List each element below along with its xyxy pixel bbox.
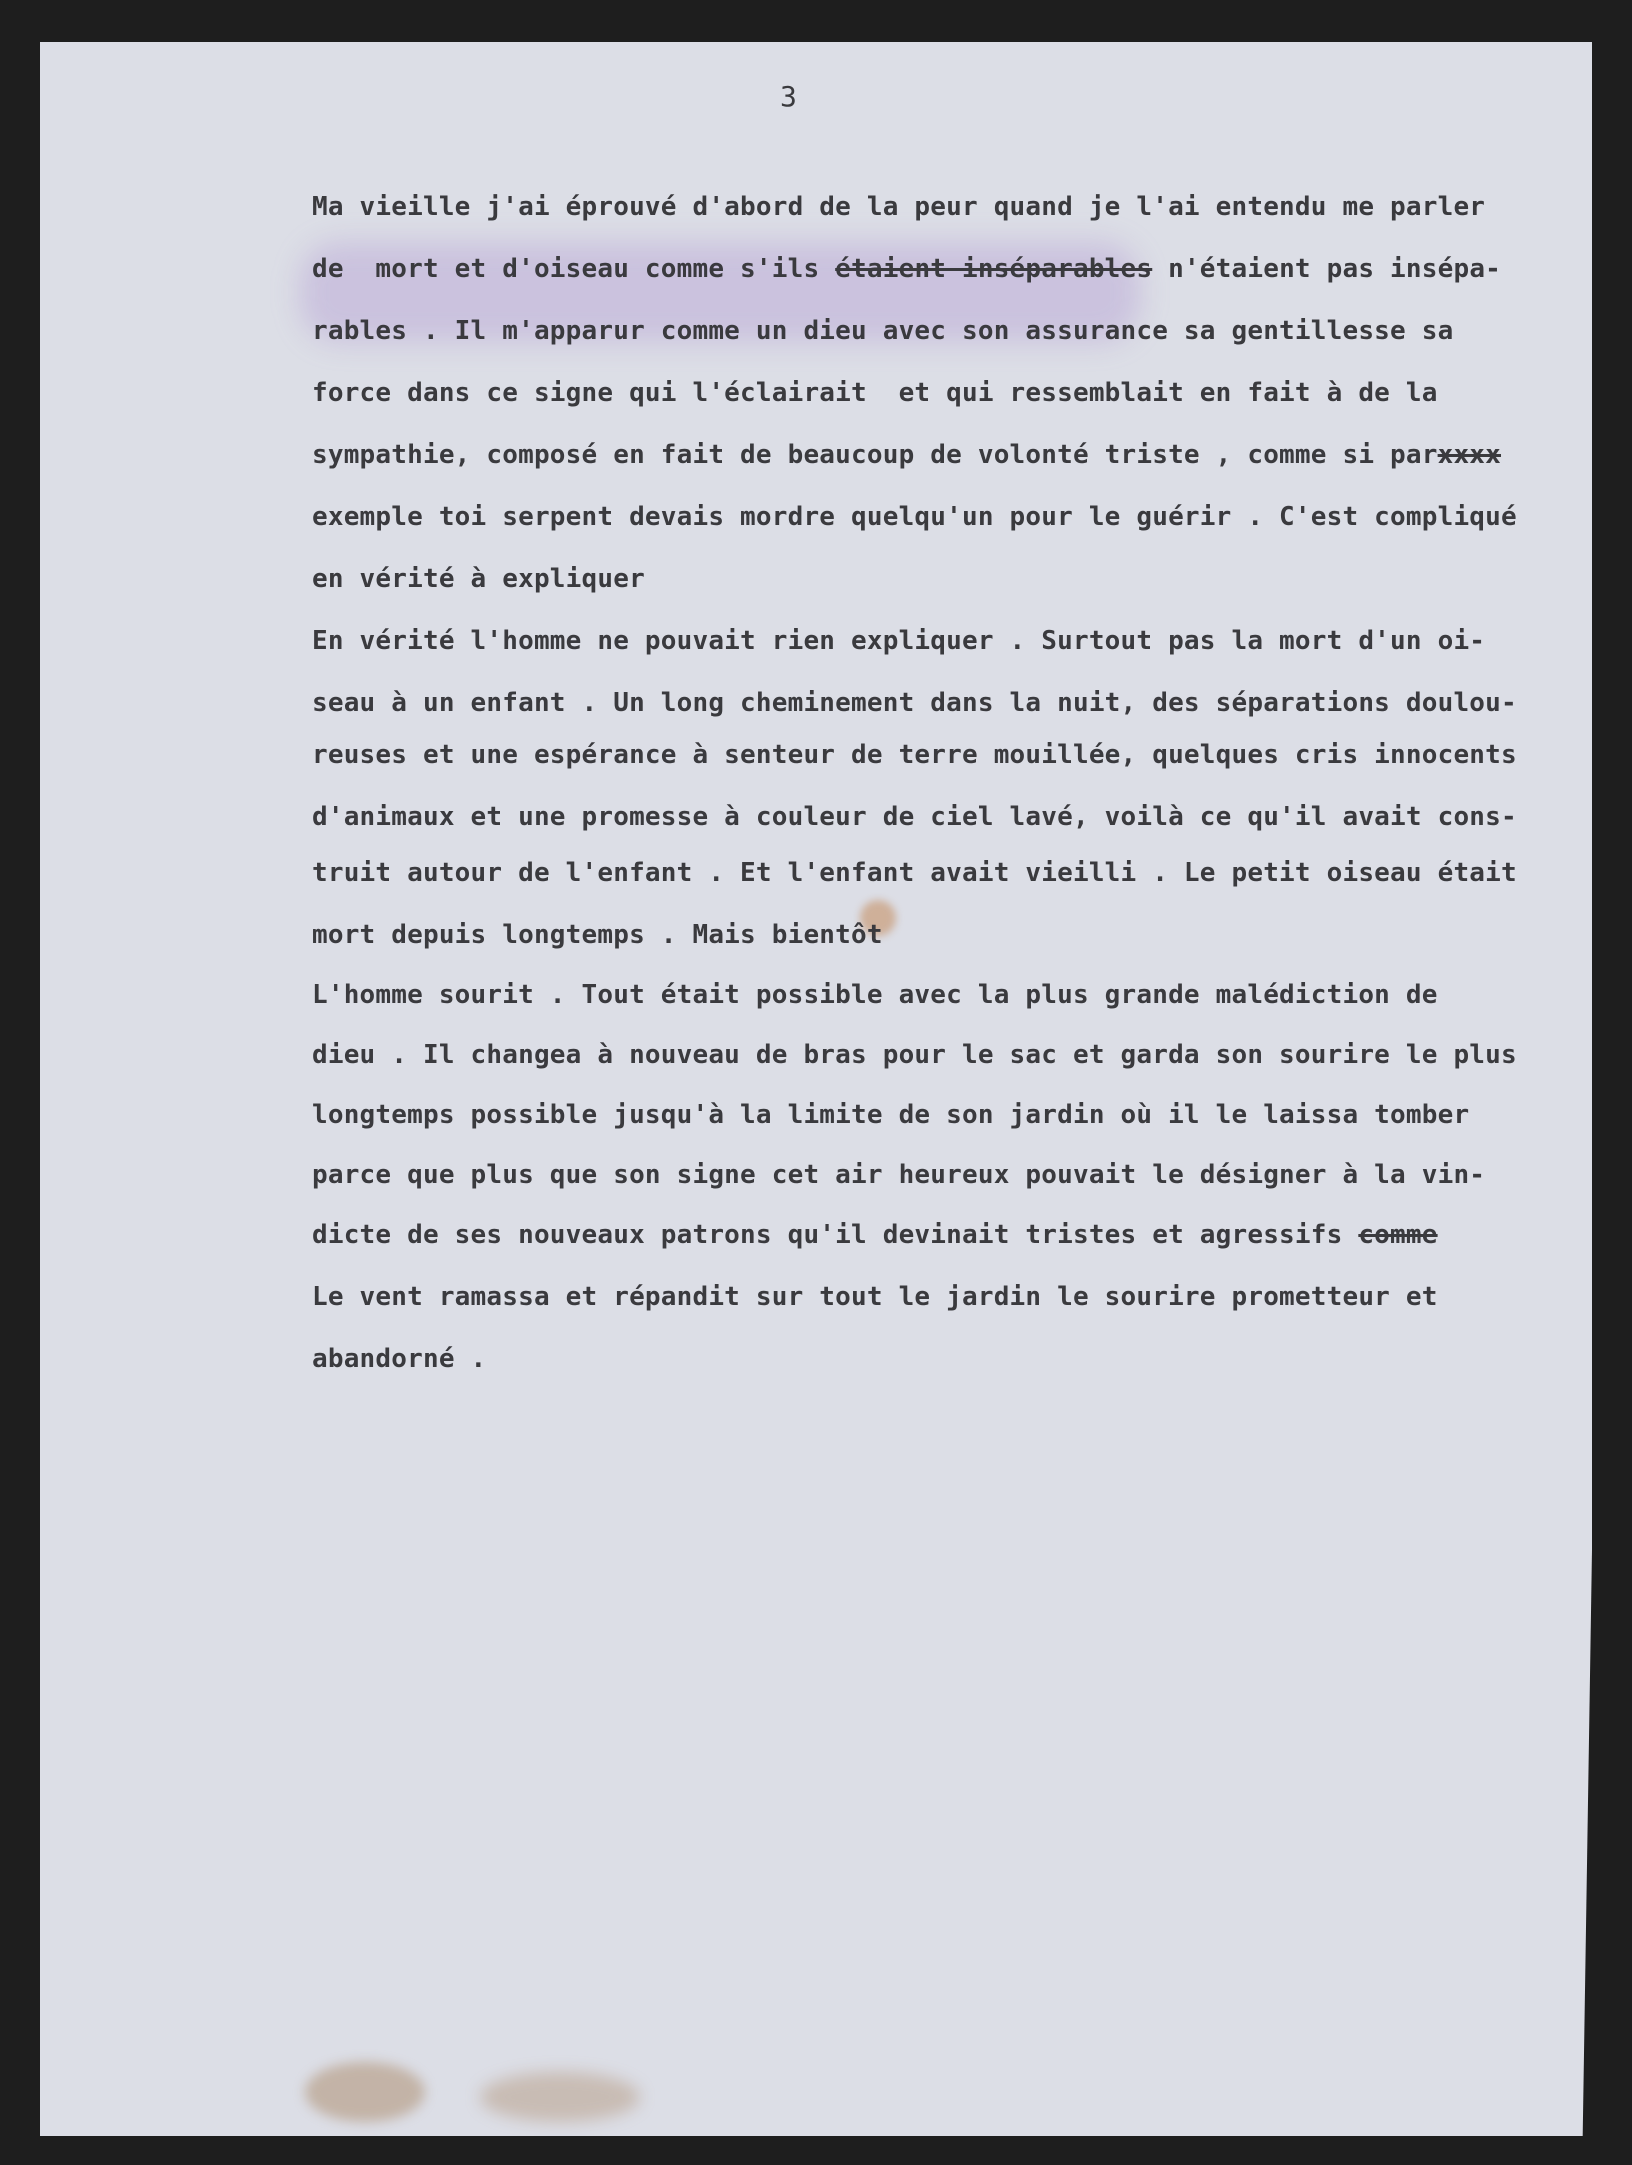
- struck-text: xxxx: [1437, 440, 1502, 470]
- text-line: reuses et une espérance à senteur de terre mouillée, quelques cris innocents: [312, 740, 1517, 770]
- text-line: parce que plus que son signe cet air heureux pouvait le désigner à la vin-: [312, 1160, 1486, 1190]
- struck-text: comme: [1358, 1220, 1438, 1250]
- text-line: d'animaux et une promesse à couleur de ciel lavé, voilà ce qu'il avait cons-: [312, 802, 1517, 832]
- text-line: L'homme sourit . Tout était possible avec la plus grande malédiction de: [312, 980, 1438, 1010]
- text-line: Ma vieille j'ai éprouvé d'abord de la peur quand je l'ai entendu me parler: [312, 192, 1486, 222]
- text-line: longtemps possible jusqu'à la limite de son jardin où il le laissa tomber: [312, 1100, 1470, 1130]
- text-line: rables . Il m'apparur comme un dieu avec son assurance sa gentillesse sa: [312, 316, 1454, 346]
- text-line: dicte de ses nouveaux patrons qu'il devinait tristes et agressifs comme: [312, 1220, 1438, 1250]
- text-line: seau à un enfant . Un long cheminement dans la nuit, des séparations doulou-: [312, 688, 1517, 718]
- water-stain: [305, 2062, 425, 2122]
- text-line: En vérité l'homme ne pouvait rien expliquer . Surtout pas la mort d'un oi-: [312, 626, 1486, 656]
- text-line: exemple toi serpent devais mordre quelqu'un pour le guérir . C'est compliqué: [312, 502, 1517, 532]
- typewritten-sheet: [40, 42, 1592, 2136]
- page-number: 3: [780, 80, 798, 113]
- text-line: mort depuis longtemps . Mais bientôt: [312, 920, 883, 950]
- text-line: abandorné .: [312, 1344, 487, 1374]
- text-line: Le vent ramassa et répandit sur tout le jardin le sourire prometteur et: [312, 1282, 1438, 1312]
- text-line: de mort et d'oiseau comme s'ils étaient inséparables n'étaient pas insépa-: [312, 254, 1502, 284]
- water-stain: [480, 2072, 640, 2122]
- text-line: en vérité à expliquer: [312, 564, 645, 594]
- text-line: force dans ce signe qui l'éclairait et qui ressemblait en fait à de la: [312, 378, 1438, 408]
- text-line: truit autour de l'enfant . Et l'enfant avait vieilli . Le petit oiseau était: [312, 858, 1517, 888]
- text-line: dieu . Il changea à nouveau de bras pour le sac et garda son sourire le plus: [312, 1040, 1517, 1070]
- text-line: sympathie, composé en fait de beaucoup de volonté triste , comme si parxxxx: [312, 440, 1502, 470]
- struck-text: étaient inséparables: [835, 254, 1153, 284]
